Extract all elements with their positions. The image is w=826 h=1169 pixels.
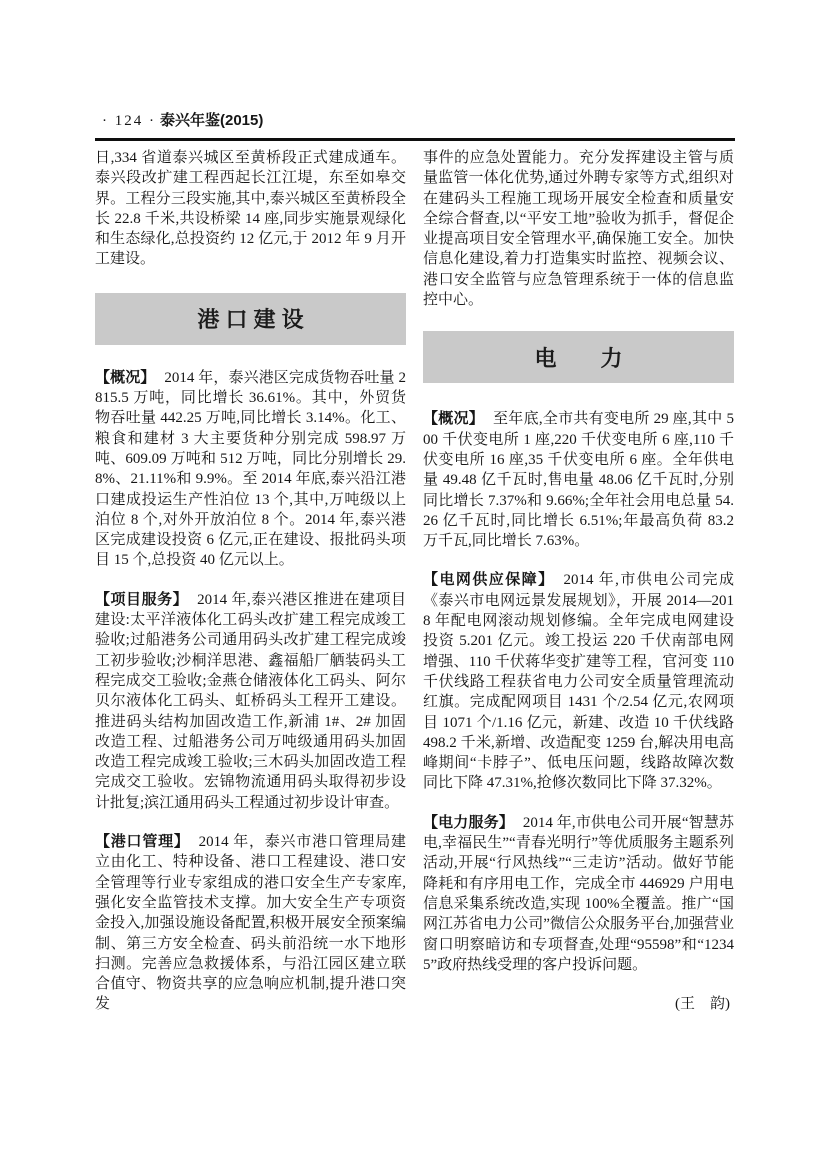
page-number: · 124 · [102,113,156,129]
entry-grid-supply [423,570,734,793]
right-column [423,148,734,1015]
section-title-label: 港 口 建 设 [197,307,304,333]
entry-label: 【电网供应保障】 [423,571,555,589]
entry-text: 2014 年，泰兴市港口管理局建立由化工、特种设备、港口工程建设、港口安全管理等行业专家组成的港口安全生产专家库,强化安全监管技术支撑。加大安全生产专项资金投入,加强设施设备配置,积极开展安全预案编制、第三方安全检查、码头前沿统一水下地形扫测。完善应急救援体系，与沿江园区建立联合值守、物资共享的应急响应机制,提升港口突发 [95,834,406,1013]
entry-text: 2014 年,泰兴港区推进在建项目建设:太平洋液体化工码头改扩建工程完成竣工验收;过船港务公司通用码头改扩建工程完成竣工初步验收;沙桐洋思港、鑫福船厂舾装码头工程完成交工验收;金燕仓储液体化工码头、阿尔贝尔液体化工码头、虹桥码头工程开工建设。推进码头结构加固改造工作,新浦 1#、2# 加固改造工程、过船港务公司万吨级通用码头加固改造工程完成竣工验收;三木码头加固改造工程完成交工验收。宏锦物流通用码头取得初步设计批复;滨江通用码头工程通过初步设计审查。 [95,591,406,811]
entry-overview-power [423,409,734,551]
entry-text: 2014 年,市供电公司完成《泰兴市电网远景发展规划》，开展 2014—2018 年配电网滚动规划修编。全年完成电网建设投资 5.201 亿元。竣工投运 220 千伏南部电网增强、110 千伏蒋华变扩建等工程，官河变 110 千伏线路工程获省电力公司安全质量管理流动红旗。完成配网项目 1431 个/2.54 亿元,农网项目 1071 个/1.16 亿元，新建、改造 10 千伏线路 498.2 千米,新增、改造配变 1259 台,解决用电高峰期间“卡脖子”、低电压问题，线路故障次数同比下降 47.31%,抢修次数同比下降 37.32%。 [423,572,734,792]
entry-port-management [95,832,406,1015]
left-column [95,148,406,1015]
entry-overview-port [95,368,406,571]
continuation-paragraph-left: 日,334 省道泰兴城区至黄桥段正式建成通车。泰兴段改扩建工程西起长江江堤，东至如皋交界。工程分三段实施,其中,泰兴城区至黄桥段全长 22.8 千米,共设桥梁 14 座,同步实施景观绿化和生态绿化,总投资约 12 亿元,于 2012 年 9 月开工建设。 [95,150,406,268]
entry-label: 【港口管理】 [95,833,190,851]
entry-power-service [423,813,734,975]
entry-label: 【项目服务】 [95,590,189,608]
entry-text: 至年底,全市共有变电所 29 座,其中 500 千伏变电所 1 座,220 千伏变电所 6 座,110 千伏变电所 16 座,35 千伏变电所 6 座。全年供电量 49.48 亿千瓦时,售电量 48.06 亿千瓦时,分别同比增长 7.37%和 9.66%;全年社会用电总量 54.26 亿千瓦时,同比增长 6.51%;年最高负荷 83.2 万千瓦,同比增长 7.63%。 [423,411,734,550]
two-column-layout [95,148,735,1015]
author-attribution: (王 韵) [675,996,730,1013]
yearbook-title: 泰兴年鉴(2015) [160,112,264,129]
page-header [95,112,735,130]
header-rule [95,138,735,141]
entry-text: 2014 年，泰兴港区完成货物吞吐量 2815.5 万吨，同比增长 36.61%。其中，外贸货物吞吐量 442.25 万吨,同比增长 3.14%。化工、粮食和建材 3 大主要货种分别完成 598.97 万吨、609.09 万吨和 512 万吨，同比分别增长 29.8%、21.11%和 9.9%。至 2014 年底,泰兴沿江港口建成投运生产性泊位 13 个,其中,万吨级以上泊位 8 个,对外开放泊位 8 个。2014 年,泰兴港区完成建设投资 6 亿元,正在建设、报批码头项目 15 个,总投资 40 亿元以上。 [95,369,406,569]
section-header-port-construction [95,293,406,345]
entry-label: 【电力服务】 [423,813,514,831]
entry-label: 【概况】 [95,368,156,386]
section-title-label: 电 力 [534,345,623,371]
entry-label: 【概况】 [423,410,485,428]
continuation-paragraph-right: 事件的应急处置能力。充分发挥建设主管与质量监管一体化优势,通过外聘专家等方式,组织对在建码头工程施工现场开展安全检查和质量安全综合督查,以“平安工地”验收为抓手，督促企业提高项目安全管理水平,确保施工安全。加快信息化建设,着力打造集实时监控、视频会议、港口安全监管与应急管理系统于一体的信息监控中心。 [423,150,734,309]
entry-project-service [95,590,406,813]
section-header-electric-power [423,331,734,383]
entry-text: 2014 年,市供电公司开展“智慧苏电,幸福民生”“青春光明行”等优质服务主题系列活动,开展“行风热线”“三走访”活动。做好节能降耗和有序用电工作，完成全市 446929 户用电信息采集系统改造,实现 100%全覆盖。推广“国网江苏省电力公司”微信公众服务平台,加强营业窗口明察暗访和专项督查,处理“95598”和“12345”政府热线受理的客户投诉问题。 [423,814,734,973]
